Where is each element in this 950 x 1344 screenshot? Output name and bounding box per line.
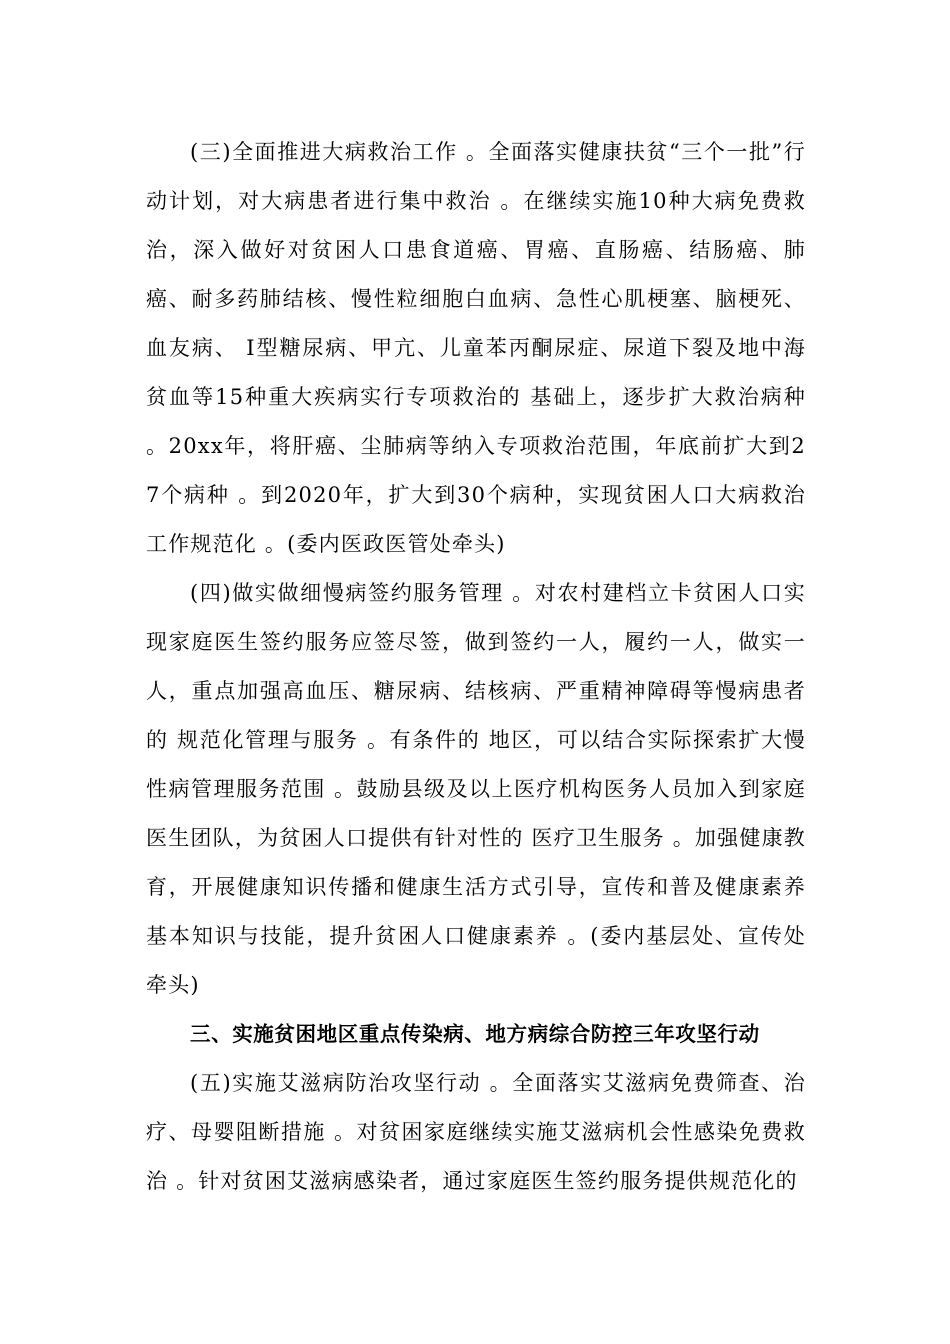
section-heading-three: 三、实施贫困地区重点传染病、地方病综合防控三年攻坚行动	[190, 1022, 760, 1046]
paragraph-major-disease-treatment: (三)全面推进大病救治工作 。全面落实健康扶贫“三个一批”行动计划，对大病患者进行集中救治 。在继续实施10种大病免费救治，深入做好对贫困人口患食道癌、胃癌、直肠癌、结肠癌、肺癌、耐多药肺结核、慢性粒细胞白血病、急性心肌梗塞、脑梗死、血友病、 I型糖尿病、甲亢、儿童苯丙酮尿症、尿道下裂及地中海贫血等15种重大疾病实行专项救治的 基础上，逐步扩大救治病种 。20xx年，将肝癌、尘肺病等纳入专项救治范围，年底前扩大到27个病种 。到2020年，扩大到30个病种，实现贫困人口大病救治工作规范化 。(委内医政医管处牵头)	[146, 140, 806, 556]
paragraph-chronic-disease-management: (四)做实做细慢病签约服务管理 。对农村建档立卡贫困人口实现家庭医生签约服务应签尽签，做到签约一人，履约一人，做实一人，重点加强高血压、糖尿病、结核病、严重精神障碍等慢病患者的 规范化管理与服务 。有条件的 地区，可以结合实际探索扩大慢性病管理服务范围 。鼓励县级及以上医疗机构医务人员加入到家庭医生团队，为贫困人口提供有针对性的 医疗卫生服务 。加强健康教育，开展健康知识传播和健康生活方式引导，宣传和普及健康素养基本知识与技能，提升贫困人口健康素养 。(委内基层处、宣传处牵头)	[146, 581, 806, 997]
document-body	[146, 128, 806, 1206]
paragraph-aids-prevention: (五)实施艾滋病防治攻坚行动 。全面落实艾滋病免费筛查、治疗、母婴阻断措施 。对贫困家庭继续实施艾滋病机会性感染免费救治 。针对贫困艾滋病感染者，通过家庭医生签约服务提供规范化的	[146, 1071, 806, 1193]
